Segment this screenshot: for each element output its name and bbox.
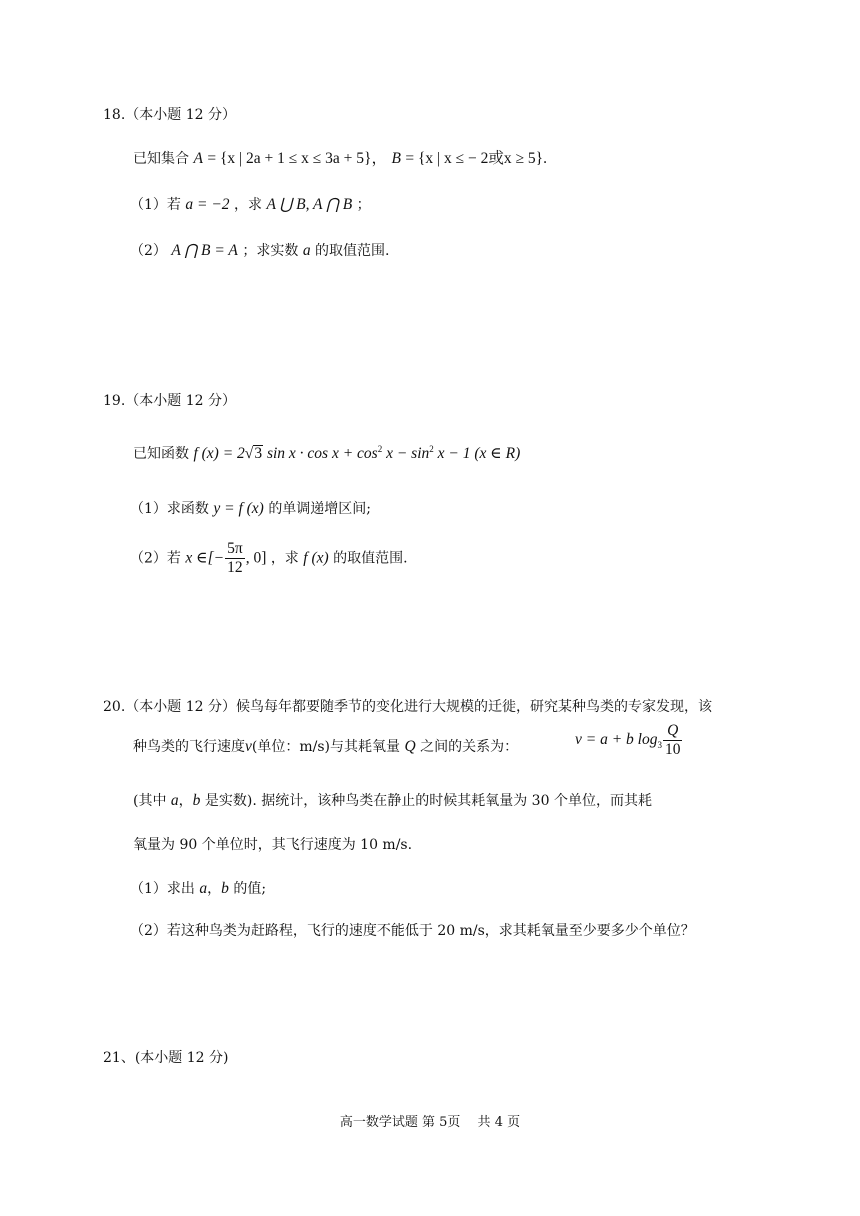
q19-frac-num: 5π xyxy=(227,540,243,557)
q20-formula-base: 3 xyxy=(657,740,662,751)
q18-part2-math: A ⋂ B = A xyxy=(171,242,238,259)
q20-line3 xyxy=(133,790,652,810)
q18-part1-targets: A ⋃ B, A ⋂ B xyxy=(266,196,353,213)
q19-sqrt-arg: 3 xyxy=(254,445,263,462)
q20-line3-b: b xyxy=(192,792,201,809)
q19-part2-end: 的取值范围. xyxy=(333,550,408,567)
q19-part1-math: y = f (x) xyxy=(213,500,264,517)
q19-part2-interval-start: x ∈[− xyxy=(185,549,225,567)
q20-part1-sep: ， xyxy=(207,881,222,897)
q18-set-b-def: = {x | x ≤ − 2或x ≥ 5}. xyxy=(405,150,547,167)
q19-sup-b: 2 xyxy=(429,443,434,454)
q20-part1-pre: （1）求出 xyxy=(130,881,195,897)
q18-set-a-def: = {x | 2a + 1 ≤ x ≤ 3a + 5}， xyxy=(207,150,387,167)
q19-part1-end: 的单调递增区间; xyxy=(268,501,372,517)
q20-line2-pre: 种鸟类的飞行速度 xyxy=(133,739,245,755)
q18-part2-label: （2） xyxy=(130,243,167,259)
q18-set-b-name: B xyxy=(391,150,401,167)
q20-line2-mid: (单位：m/s)与其耗氧量 xyxy=(251,739,400,755)
q19-stem xyxy=(133,443,520,463)
q18-header: 18.（本小题 12 分） xyxy=(103,107,236,123)
q19-f-end: x − 1 (x ∈ R) xyxy=(437,445,521,462)
q18-part1-label: （1）若 xyxy=(130,197,181,213)
q18-part2-text: ；求实数 xyxy=(242,243,299,259)
q18-set-a-name: A xyxy=(193,150,203,167)
q18-part2-var: a xyxy=(302,242,311,259)
q20-formula-left: v = a + b log xyxy=(575,731,658,749)
q20-formula xyxy=(575,722,683,759)
q19-part2-interval-end: , 0] xyxy=(245,549,267,567)
q20-line1: 20.（本小题 12 分）候鸟每年都要随季节的变化进行大规模的迁徙，研究某种鸟类的专家发现，该 xyxy=(103,699,712,715)
q20-line2-end: 之间的关系为： xyxy=(420,739,519,755)
q20-part1-a: a xyxy=(199,880,208,897)
q18-part1-end: ； xyxy=(356,197,371,213)
q18-stem-prefix: 已知集合 xyxy=(133,151,189,167)
q21-header: 21、(本小题 12 分) xyxy=(103,1050,229,1066)
q20-formula-den: 10 xyxy=(664,741,681,758)
q20-part2: （2）若这种鸟类为赶路程，飞行的速度不能低于 20 m/s，求其耗氧量至少要多少个单位？ xyxy=(130,923,695,939)
q20-formula-fraction xyxy=(663,722,683,759)
q19-f-mid2: x − sin xyxy=(386,445,430,462)
q20-part1 xyxy=(130,878,266,898)
q18-part2 xyxy=(130,240,389,260)
q20-line3-sep: ， xyxy=(178,793,193,809)
q19-sup-a: 2 xyxy=(377,443,383,454)
q19-header: 19.（本小题 12 分） xyxy=(103,393,236,409)
page-footer: 高一数学试题 第 5页 共 4 页 xyxy=(339,1115,521,1130)
q18-part1-math: a = −2 xyxy=(185,196,230,213)
q19-part2-label: （2）若 xyxy=(130,550,181,567)
q20-line3-pre: (其中 xyxy=(133,793,167,809)
q20-line3-end: 是实数). 据统计，该种鸟类在静止的时候其耗氧量为 30 个单位，而其耗 xyxy=(204,793,652,809)
q18-stem xyxy=(133,146,547,168)
q19-function-formula xyxy=(193,445,520,462)
q19-part2-mid: ，求 xyxy=(270,550,299,567)
q19-part1-label: （1）求函数 xyxy=(130,501,209,517)
q19-stem-prefix: 已知函数 xyxy=(133,446,189,462)
q20-part1-end: 的值; xyxy=(233,881,267,897)
q18-part1-mid: ，求 xyxy=(234,197,262,213)
q18-part2-end: 的取值范围. xyxy=(315,243,390,259)
q19-f-lhs: f (x) = 2 xyxy=(193,445,245,462)
q19-frac-den: 12 xyxy=(227,559,243,576)
q19-part2-fraction xyxy=(225,540,245,577)
q20-line4: 氧量为 90 个单位时，其飞行速度为 10 m/s. xyxy=(133,837,413,853)
q19-part1 xyxy=(130,498,371,518)
q20-line2-q: Q xyxy=(404,738,416,755)
q20-line2 xyxy=(133,736,518,756)
q19-f-mid: sin x · cos x + cos xyxy=(266,445,378,462)
q20-part1-b: b xyxy=(221,880,229,897)
q19-part2 xyxy=(130,540,408,577)
q20-line2-v: v xyxy=(245,738,252,755)
q19-part2-f: f (x) xyxy=(303,549,329,567)
q20-formula-num: Q xyxy=(663,722,683,741)
sqrt-symbol: √ xyxy=(244,445,254,462)
q18-part1 xyxy=(130,194,371,214)
q20-line3-a: a xyxy=(170,792,179,809)
